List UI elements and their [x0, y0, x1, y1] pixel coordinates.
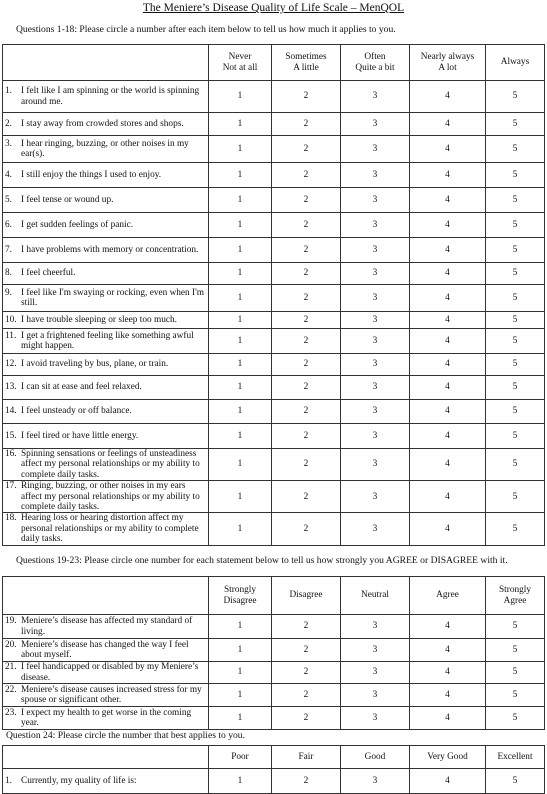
rating-option[interactable]: 4: [410, 400, 486, 424]
rating-option[interactable]: 3: [341, 354, 410, 376]
question-number: 15.: [5, 430, 17, 441]
rating-option[interactable]: 3: [341, 81, 410, 113]
header-blank-cell: [3, 45, 209, 81]
column-header-line: A little: [293, 62, 319, 73]
column-header: [272, 577, 341, 615]
question-row: [3, 400, 545, 424]
rating-option[interactable]: 1: [209, 481, 272, 513]
rating-option[interactable]: 4: [410, 769, 486, 794]
question-row: [3, 213, 545, 238]
question-text: Spinning sensations or feelings of unsteadiness affect my personal relationships or my ability to complete daily tasks.: [21, 449, 200, 480]
rating-option[interactable]: 1: [209, 449, 272, 481]
rating-option[interactable]: 2: [272, 188, 341, 213]
rating-option[interactable]: 2: [272, 449, 341, 481]
question-text: I feel tired or have little energy.: [21, 430, 139, 441]
question-number: 1.: [5, 86, 12, 97]
rating-option[interactable]: 4: [410, 263, 486, 285]
rating-option[interactable]: 3: [341, 113, 410, 136]
rating-option[interactable]: 5: [486, 163, 545, 188]
rating-option[interactable]: 2: [272, 615, 341, 639]
rating-option[interactable]: 5: [486, 615, 545, 639]
question-cell: [3, 263, 209, 285]
question-text: I feel tense or wound up.: [21, 194, 114, 205]
rating-option[interactable]: 1: [209, 188, 272, 213]
rating-option[interactable]: 4: [410, 449, 486, 481]
rating-option[interactable]: 4: [410, 376, 486, 400]
question-row: [3, 113, 545, 136]
question-number: 23.: [5, 707, 17, 718]
rating-option[interactable]: 2: [272, 81, 341, 113]
question-text: I feel unsteady or off balance.: [21, 406, 132, 417]
question-number: 3.: [5, 138, 12, 149]
rating-option[interactable]: 5: [486, 238, 545, 263]
rating-option[interactable]: 5: [486, 684, 545, 707]
rating-option[interactable]: 5: [486, 707, 545, 730]
question-text: Meniere’s disease causes increased stress for my spouse or significant other.: [21, 684, 202, 705]
rating-option[interactable]: 5: [486, 449, 545, 481]
rating-option[interactable]: 1: [209, 81, 272, 113]
rating-option[interactable]: 5: [486, 424, 545, 449]
question-row: [3, 163, 545, 188]
rating-option[interactable]: 1: [209, 163, 272, 188]
rating-option[interactable]: 1: [209, 263, 272, 285]
rating-option[interactable]: 1: [209, 707, 272, 730]
rating-option[interactable]: 3: [341, 449, 410, 481]
question-number: 18.: [5, 513, 17, 524]
rating-option[interactable]: 1: [209, 136, 272, 163]
rating-option[interactable]: 4: [410, 81, 486, 113]
question-text: I get sudden feelings of panic.: [21, 219, 134, 230]
rating-option[interactable]: 2: [272, 113, 341, 136]
column-header-line: Excellent: [497, 751, 533, 762]
column-header-line: Fair: [298, 751, 314, 762]
rating-option[interactable]: 2: [272, 354, 341, 376]
rating-option[interactable]: 5: [486, 263, 545, 285]
column-header-line: Agree: [436, 590, 459, 601]
question-text: I feel cheerful.: [21, 268, 76, 279]
column-header-line: Not at all: [222, 62, 258, 73]
section1-instruction: Questions 1-18: Please circle a number after each item below to tell us how much it applies to you.: [16, 24, 396, 35]
rating-option[interactable]: 5: [486, 312, 545, 329]
question-number: 11.: [5, 330, 17, 341]
question-number: 2.: [5, 118, 12, 129]
rating-option[interactable]: 2: [272, 513, 341, 545]
column-header-line: Strongly: [223, 585, 257, 596]
question-row: [3, 769, 545, 794]
rating-option[interactable]: 1: [209, 639, 272, 662]
header-blank-cell: [3, 577, 209, 615]
question-cell: [3, 136, 209, 163]
rating-option[interactable]: 1: [209, 513, 272, 545]
column-header: [486, 45, 545, 81]
question-number: 10.: [5, 314, 17, 325]
question-number: 8.: [5, 268, 12, 279]
rating-option[interactable]: 4: [410, 481, 486, 513]
rating-option[interactable]: 5: [486, 639, 545, 662]
rating-option[interactable]: 4: [410, 354, 486, 376]
column-header: [272, 746, 341, 769]
rating-option[interactable]: 1: [209, 684, 272, 707]
rating-option[interactable]: 3: [341, 163, 410, 188]
rating-option[interactable]: 2: [272, 238, 341, 263]
rating-option[interactable]: 3: [341, 481, 410, 513]
rating-option[interactable]: 2: [272, 481, 341, 513]
rating-option[interactable]: 2: [272, 662, 341, 684]
column-header: [410, 746, 486, 769]
rating-option[interactable]: 3: [341, 376, 410, 400]
rating-option[interactable]: 3: [341, 238, 410, 263]
rating-option[interactable]: 2: [272, 163, 341, 188]
rating-option[interactable]: 3: [341, 424, 410, 449]
rating-option[interactable]: 2: [272, 263, 341, 285]
column-header-line: Often: [364, 52, 386, 63]
rating-option[interactable]: 3: [341, 329, 410, 354]
rating-option[interactable]: 4: [410, 113, 486, 136]
rating-option[interactable]: 4: [410, 285, 486, 312]
rating-option[interactable]: 5: [486, 329, 545, 354]
question-text: Hearing loss or hearing distortion affect my personal relationships or my ability to complete daily tasks.: [21, 513, 199, 545]
question-number: 21.: [5, 662, 17, 673]
rating-option[interactable]: 5: [486, 354, 545, 376]
question-cell: [3, 424, 209, 449]
question-number: 16.: [5, 449, 17, 459]
question-number: 19.: [5, 616, 17, 627]
question-number: 14.: [5, 406, 17, 417]
question-text: I avoid traveling by bus, plane, or train.: [21, 359, 169, 370]
question-cell: [3, 769, 209, 794]
question-number: 1.: [5, 775, 12, 786]
question-cell: [3, 113, 209, 136]
question-row: [3, 449, 545, 481]
rating-option[interactable]: 2: [272, 684, 341, 707]
column-header-line: Never: [228, 52, 252, 63]
rating-option[interactable]: 5: [486, 662, 545, 684]
question-number: 20.: [5, 639, 17, 650]
question-cell: [3, 684, 209, 707]
rating-option[interactable]: 4: [410, 329, 486, 354]
question-text: Ringing, buzzing, or other noises in my ears affect my personal relationships or my ability to complete daily tasks.: [21, 481, 200, 513]
rating-option[interactable]: 3: [341, 312, 410, 329]
rating-option[interactable]: 4: [410, 136, 486, 163]
rating-option[interactable]: 1: [209, 329, 272, 354]
column-header-line: Poor: [231, 751, 249, 762]
rating-option[interactable]: 3: [341, 513, 410, 545]
rating-option[interactable]: 1: [209, 113, 272, 136]
rating-option[interactable]: 5: [486, 400, 545, 424]
section2-header-row: [3, 577, 545, 615]
question-text: Currently, my quality of life is:: [21, 775, 137, 786]
rating-option[interactable]: 1: [209, 376, 272, 400]
questions-1-18-table: [2, 44, 545, 546]
question-cell: [3, 238, 209, 263]
rating-option[interactable]: 3: [341, 136, 410, 163]
column-header: [341, 45, 410, 81]
column-header-line: Disagree: [223, 595, 257, 606]
question-row: [3, 238, 545, 263]
column-header-line: Always: [500, 57, 530, 68]
question-24-table: [2, 745, 545, 794]
question-text: Meniere’s disease has changed the way I feel about myself.: [21, 639, 189, 660]
question-row: [3, 136, 545, 163]
question-number: 7.: [5, 244, 12, 255]
column-header-line: Very Good: [427, 751, 468, 762]
question-cell: [3, 449, 209, 481]
section3-instruction: Question 24: Please circle the number that best applies to you.: [6, 730, 245, 741]
question-cell: [3, 481, 209, 513]
column-header: [341, 577, 410, 615]
rating-option[interactable]: 5: [486, 81, 545, 113]
rating-option[interactable]: 4: [410, 662, 486, 684]
question-cell: [3, 163, 209, 188]
question-text: I get a frightened feeling like something awful might happen.: [21, 330, 194, 351]
rating-option[interactable]: 1: [209, 213, 272, 238]
question-number: 6.: [5, 219, 12, 230]
question-cell: [3, 329, 209, 354]
page-title: The Meniere’s Disease Quality of Life Scale – MenQOL: [142, 2, 405, 14]
question-cell: [3, 285, 209, 312]
question-number: 5.: [5, 194, 12, 205]
questions-19-23-table: [2, 576, 545, 730]
column-header-line: Quite a bit: [355, 62, 395, 73]
rating-option[interactable]: 2: [272, 136, 341, 163]
question-text: Meniere’s disease has affected my standard of living.: [21, 616, 193, 637]
question-number: 9.: [5, 287, 12, 298]
question-number: 22.: [5, 684, 17, 695]
column-header-line: Strongly: [498, 585, 532, 596]
rating-option[interactable]: 2: [272, 639, 341, 662]
question-row: [3, 662, 545, 684]
column-header: [486, 577, 545, 615]
rating-option[interactable]: 4: [410, 312, 486, 329]
rating-option[interactable]: 3: [341, 188, 410, 213]
section1-header-row: [3, 45, 545, 81]
question-number: 13.: [5, 382, 17, 393]
rating-option[interactable]: 3: [341, 213, 410, 238]
question-number: 17.: [5, 481, 17, 492]
column-header-line: A lot: [438, 62, 457, 73]
rating-option[interactable]: 5: [486, 113, 545, 136]
rating-option[interactable]: 4: [410, 163, 486, 188]
rating-option[interactable]: 1: [209, 769, 272, 794]
column-header: [486, 746, 545, 769]
rating-option[interactable]: 5: [486, 481, 545, 513]
rating-option[interactable]: 2: [272, 707, 341, 730]
column-header-line: Agree: [503, 595, 527, 606]
question-row: [3, 615, 545, 639]
rating-option[interactable]: 1: [209, 238, 272, 263]
question-text: I can sit at ease and feel relaxed.: [21, 382, 142, 393]
rating-option[interactable]: 5: [486, 188, 545, 213]
column-header-line: Sometimes: [285, 52, 327, 63]
question-row: [3, 424, 545, 449]
rating-option[interactable]: 3: [341, 662, 410, 684]
rating-option[interactable]: 5: [486, 213, 545, 238]
rating-option[interactable]: 2: [272, 769, 341, 794]
column-header: [209, 45, 272, 81]
question-row: [3, 481, 545, 513]
question-cell: [3, 639, 209, 662]
column-header-line: Good: [364, 751, 386, 762]
rating-option[interactable]: 5: [486, 513, 545, 545]
question-cell: [3, 615, 209, 639]
rating-option[interactable]: 4: [410, 707, 486, 730]
column-header-line: Neutral: [361, 590, 389, 601]
rating-option[interactable]: 3: [341, 639, 410, 662]
rating-option[interactable]: 4: [410, 615, 486, 639]
question-row: [3, 354, 545, 376]
question-cell: [3, 400, 209, 424]
rating-option[interactable]: 3: [341, 615, 410, 639]
question-text: I expect my health to get worse in the coming year.: [21, 707, 192, 728]
question-text: I feel like I'm swaying or rocking, even when I'm still.: [21, 287, 205, 308]
rating-option[interactable]: 2: [272, 285, 341, 312]
column-header: [272, 45, 341, 81]
question-row: [3, 312, 545, 329]
rating-option[interactable]: 2: [272, 312, 341, 329]
rating-option[interactable]: 3: [341, 285, 410, 312]
question-cell: [3, 213, 209, 238]
question-cell: [3, 354, 209, 376]
question-row: [3, 376, 545, 400]
rating-option[interactable]: 2: [272, 213, 341, 238]
header-blank-cell: [3, 746, 209, 769]
column-header: [341, 746, 410, 769]
question-number: 12.: [5, 359, 17, 370]
rating-option[interactable]: 3: [341, 684, 410, 707]
rating-option[interactable]: 1: [209, 285, 272, 312]
column-header: [209, 746, 272, 769]
column-header-line: Nearly always: [420, 52, 475, 63]
question-text: I have problems with memory or concentration.: [21, 244, 199, 255]
question-row: [3, 639, 545, 662]
question-row: [3, 707, 545, 730]
rating-option[interactable]: 4: [410, 513, 486, 545]
rating-option[interactable]: 4: [410, 213, 486, 238]
question-text: I feel handicapped or disabled by my Meniere’s disease.: [21, 662, 199, 683]
rating-option[interactable]: 1: [209, 400, 272, 424]
rating-option[interactable]: 3: [341, 707, 410, 730]
question-text: I felt like I am spinning or the world is spinning around me.: [21, 86, 200, 107]
question-cell: [3, 513, 209, 545]
rating-option[interactable]: 5: [486, 285, 545, 312]
rating-option[interactable]: 5: [486, 136, 545, 163]
rating-option[interactable]: 4: [410, 424, 486, 449]
question-row: [3, 188, 545, 213]
rating-option[interactable]: 5: [486, 376, 545, 400]
question-text: I stay away from crowded stores and shops.: [21, 118, 184, 129]
rating-option[interactable]: 2: [272, 376, 341, 400]
rating-option[interactable]: 5: [486, 769, 545, 794]
rating-option[interactable]: 1: [209, 354, 272, 376]
rating-option[interactable]: 3: [341, 769, 410, 794]
rating-option[interactable]: 4: [410, 684, 486, 707]
question-row: [3, 263, 545, 285]
column-header: [209, 577, 272, 615]
rating-option[interactable]: 4: [410, 188, 486, 213]
section2-instruction: Questions 19-23: Please circle one number for each statement below to tell us how strongly you AGREE or DISAGREE with it.: [16, 555, 508, 566]
column-header: [410, 45, 486, 81]
question-cell: [3, 376, 209, 400]
question-cell: [3, 707, 209, 730]
rating-option[interactable]: 2: [272, 329, 341, 354]
question-row: [3, 329, 545, 354]
rating-option[interactable]: 2: [272, 424, 341, 449]
question-row: [3, 513, 545, 545]
question-row: [3, 285, 545, 312]
question-row: [3, 684, 545, 707]
rating-option[interactable]: 1: [209, 424, 272, 449]
rating-option[interactable]: 1: [209, 615, 272, 639]
question-cell: [3, 312, 209, 329]
question-cell: [3, 662, 209, 684]
rating-option[interactable]: 4: [410, 238, 486, 263]
question-number: 4.: [5, 169, 12, 180]
rating-option[interactable]: 3: [341, 263, 410, 285]
question-text: I have trouble sleeping or sleep too much.: [21, 314, 177, 325]
rating-option[interactable]: 1: [209, 312, 272, 329]
question-text: I still enjoy the things I used to enjoy.: [21, 169, 162, 180]
rating-option[interactable]: 4: [410, 639, 486, 662]
column-header: [410, 577, 486, 615]
question-text: I hear ringing, buzzing, or other noises in my ear(s).: [21, 138, 189, 159]
rating-option[interactable]: 3: [341, 400, 410, 424]
section3-header-row: [3, 746, 545, 769]
column-header-line: Disagree: [289, 590, 323, 601]
rating-option[interactable]: 1: [209, 662, 272, 684]
question-cell: [3, 188, 209, 213]
question-row: [3, 81, 545, 113]
question-cell: [3, 81, 209, 113]
rating-option[interactable]: 2: [272, 400, 341, 424]
